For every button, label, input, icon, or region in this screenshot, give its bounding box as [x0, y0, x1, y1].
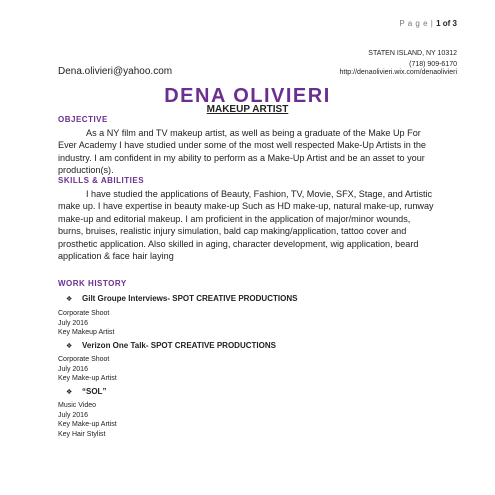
job-type: Music Video — [58, 402, 97, 409]
job-position: Key Makeup Artist — [58, 329, 115, 336]
job-date: July 2016 — [58, 319, 88, 327]
job-details — [58, 309, 114, 338]
job-title — [66, 387, 106, 396]
address-line: STATEN ISLAND, NY 10312 — [368, 50, 457, 57]
job-details — [58, 355, 117, 384]
skills-heading: SKILLS & ABILITIES — [58, 176, 145, 185]
job-position: Key Make-up Artist — [58, 421, 117, 428]
diamond-bullet-icon: ❖ — [66, 389, 73, 396]
job-position: Key Hair Stylist — [58, 430, 106, 438]
job-date: July 2016 — [58, 365, 88, 373]
job-title-text: Gilt Groupe Interviews- SPOT CREATIVE PRODUCTIONS — [82, 294, 298, 303]
resume-role: MAKEUP ARTIST — [206, 104, 289, 115]
work-history-heading: WORK HISTORY — [58, 279, 127, 288]
page-separator: | — [430, 19, 437, 28]
job-title — [66, 341, 276, 350]
email-link[interactable]: Dena.olivieri@yahoo.com — [58, 66, 173, 77]
diamond-bullet-icon: ❖ — [66, 296, 73, 303]
objective-text: As a NY film and TV makeup artist, as well as being a graduate of the Make Up For Ever Academy I have studied under some of the most well respected Make-Up Artists in the industry. I am confident in my ability to perform as a Make-Up Artist and be an asset to your production(s). — [58, 128, 426, 176]
job-title-text: Verizon One Talk- SPOT CREATIVE PRODUCTIONS — [82, 341, 276, 350]
contact-address — [368, 48, 457, 70]
job-date: July 2016 — [58, 411, 88, 419]
job-type: Corporate Shoot — [58, 310, 110, 317]
job-title — [66, 294, 297, 303]
page-word: P a g e — [399, 19, 429, 28]
job-type: Corporate Shoot — [58, 356, 110, 363]
diamond-bullet-icon: ❖ — [66, 343, 73, 350]
skills-text: I have studied the applications of Beauty, Fashion, TV, Movie, SFX, Stage, and Artistic make up. I have expertise in beauty make-up Such as HD make-up, natural make-up, runway make-up and editorial makeup. I am proficient in the application of major/minor wounds, burns, bruises, realistic injury simulation, bald cap making/application, tattoo cover and prosthetic application. Also skilled in aging, character development, wig application, beard application & face hair laying — [58, 189, 434, 262]
job-position: Key Make-up Artist — [58, 375, 117, 382]
job-title-text: “SOL” — [82, 387, 107, 396]
page-count: 1 of 3 — [436, 19, 457, 28]
phone-line: (718) 909-6170 — [409, 61, 457, 68]
job-details — [58, 401, 117, 439]
objective-heading: OBJECTIVE — [58, 115, 108, 124]
page-number — [399, 19, 457, 28]
resume-name: DENA OLIVIERI — [164, 85, 331, 107]
website-link[interactable]: http://denaolivieri.wix.com/denaolivieri — [339, 69, 457, 76]
